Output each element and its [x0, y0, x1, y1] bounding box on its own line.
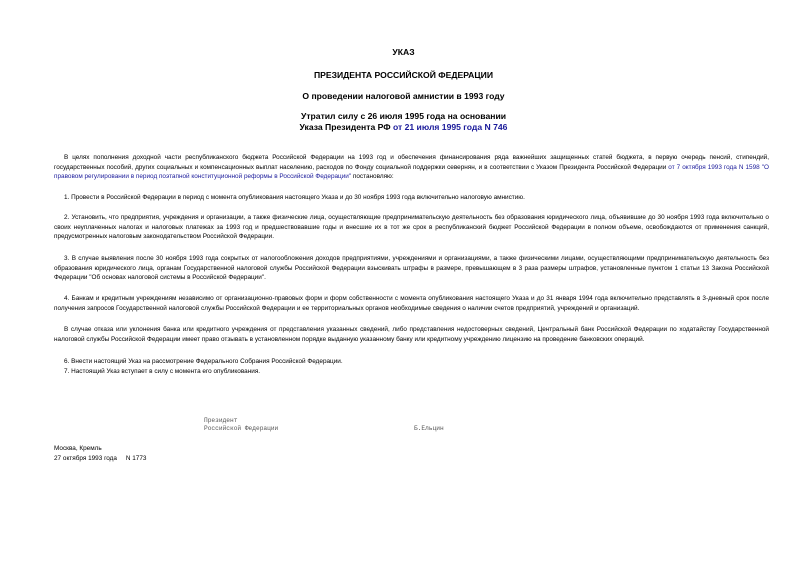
document-heading: О проведении налоговой амнистии в 1993 году	[302, 91, 505, 101]
clause-2: 2. Установить, что предприятия, учреждения и организации, а также физические лица, осуществляющие предпринимательскую деятельность без образования юридического лица, объявившие до 30 ноября 1993 года включительно о своих неуплаченных налогах и налоговых платежах за 1993 год и предшествовавшие годы и внесшие их в тот же срок в республиканский бюджет Российской Федерации в полном объеме, освобождаются от применения санкций, предусмотренных налоговым законодательством Российской Федерации.	[54, 214, 769, 241]
signatory-role-line1: Президент	[204, 417, 238, 424]
issuer-title: ПРЕЗИДЕНТА РОССИЙСКОЙ ФЕДЕРАЦИИ	[313, 70, 494, 80]
document-type-title: УКАЗ	[392, 47, 415, 57]
signatory-role-line2: Российской Федерации	[204, 425, 279, 432]
clause-6: 6. Внести настоящий Указ на рассмотрение Федерального Собрания Российской Федерации.	[64, 358, 343, 365]
signatory-name: Б.Ельцин	[414, 425, 444, 432]
repeal-reference-prefix: Указа Президента РФ	[299, 122, 391, 132]
preamble-ending: постановляю:	[352, 173, 394, 181]
clause-7: 7. Настоящий Указ вступает в силу с момента его опубликования.	[64, 368, 261, 375]
decree-1598-link[interactable]: от 7 октября 1993 года N 1598 "О правовом регулировании в период поэтапной конституционной реформы в Российской Федерации"	[54, 163, 769, 181]
preamble-text: В целях пополнения доходной части республиканского бюджета Российской Федерации на 1993 год и обеспечения финансирования ряда важнейших защищенных статей бюджета, в первую очередь пенсий, стипендий, государственных пособий, других социальных и компенсационных выплат населению, расходов по Фонду социальной поддержки севернян, и в соответствии с Указом Президента Российской Федерации	[54, 154, 769, 171]
signing-date-number: 27 октября 1993 года N 1773	[54, 455, 147, 462]
clause-4: 4. Банкам и кредитным учреждениям независимо от организационно-правовых форм и форм собственности с момента опубликования настоящего Указа и до 31 января 1994 года включительно представлять в 3-дневный срок после получения запросов Государственной налоговой службы Российской Федерации и ее территориальных органов необходимые сведения о наличии счетов предприятий, учреждений и организаций.	[54, 295, 769, 312]
clause-1: 1. Провести в Российской Федерации в период с момента опубликования настоящего Указа и до 30 ноября 1993 года включительно налоговую амнистию.	[64, 194, 525, 201]
signing-place: Москва, Кремль	[54, 445, 102, 452]
repeal-reference-line	[0, 122, 807, 132]
preamble-paragraph	[54, 153, 769, 182]
clause-3: 3. В случае выявления после 30 ноября 1993 года сокрытых от налогообложения доходов предприятиями, учреждениями и организациями, а также физическими лицами, осуществляющими предпринимательскую деятельность без образования юридического лица, органам Государственной налоговой службы Российской Федерации взыскивать штрафы в размере, превышающем в 3 раза размеры штрафов, установленные пунктом 1 статьи 13 Закона Российской Федерации "Об основах налоговой системы в Российской Федерации".	[54, 255, 769, 282]
repeal-status-line: Утратил силу с 26 июля 1995 года на основании	[300, 111, 507, 121]
clause-5: В случае отказа или уклонения банка или кредитного учреждения от представления указанных сведений, либо представления недостоверных сведений, Центральный банк Российской Федерации по ходатайству Государственной налоговой службы Российской Федерации имеет право отзывать в установленном порядке выданную указанному банку или кредитному учреждению лицензию на проведение банковских операций.	[54, 326, 769, 343]
repeal-decree-link[interactable]: от 21 июля 1995 года N 746	[392, 122, 508, 132]
